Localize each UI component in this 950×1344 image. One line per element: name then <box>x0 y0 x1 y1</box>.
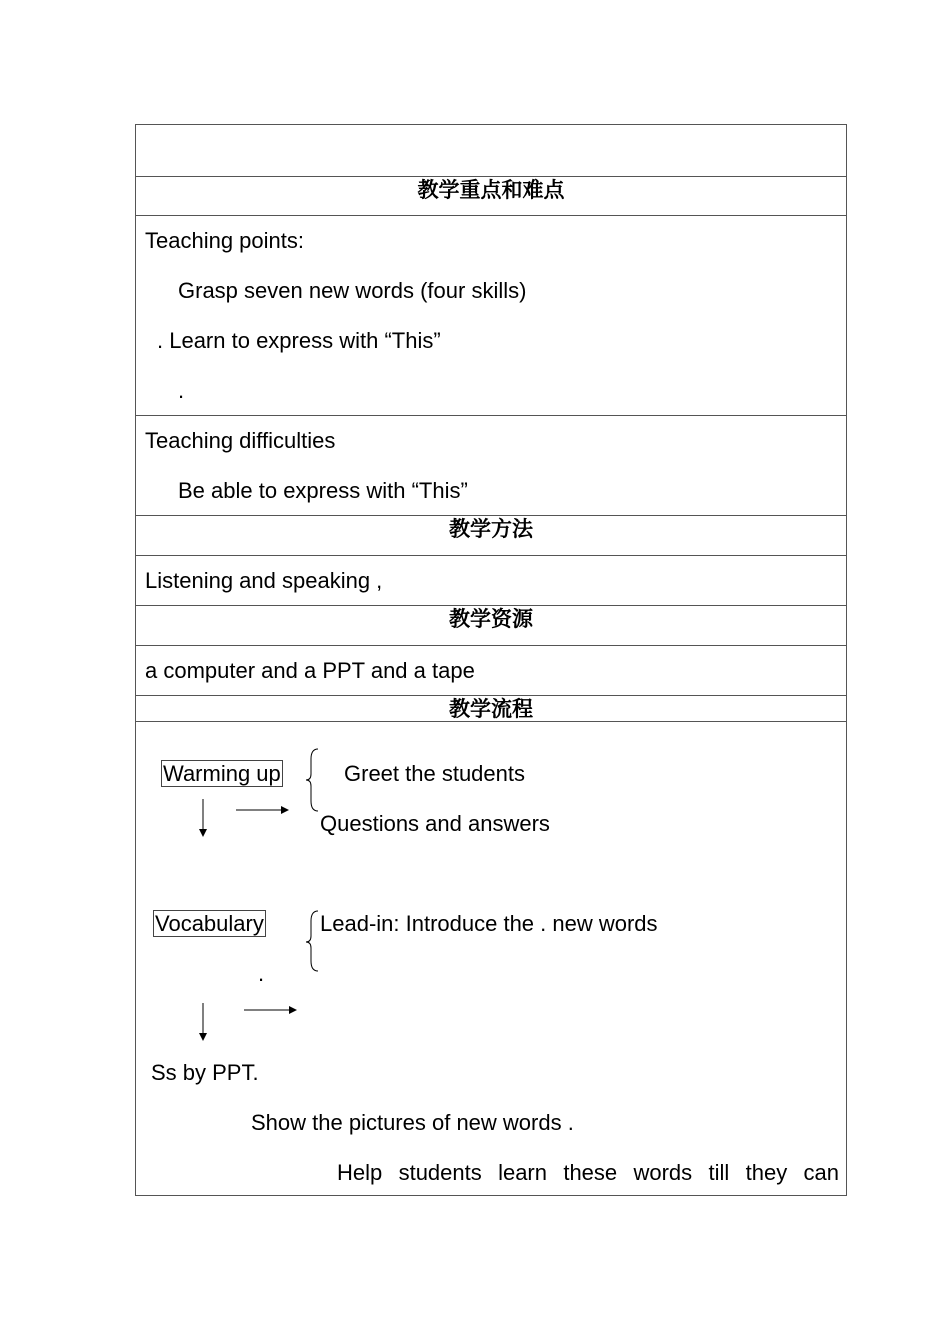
teaching-points-label: Teaching points: <box>145 228 304 253</box>
arrow-right-icon <box>234 803 292 817</box>
teaching-point-item: . <box>178 378 185 403</box>
teaching-difficulty-item: Be able to express with “This” <box>178 478 468 503</box>
resources-header: 教学资源 <box>449 607 533 631</box>
row-divider <box>136 215 846 216</box>
row-divider <box>136 555 846 556</box>
vocabulary-box <box>153 911 266 937</box>
row-divider <box>136 415 846 416</box>
vocabulary-item: Lead-in: Introduce the . new words <box>320 911 658 936</box>
warming-up-box <box>161 761 283 787</box>
lesson-plan-table <box>135 124 847 1196</box>
vocabulary-label: Vocabulary <box>155 911 264 936</box>
arrow-down-icon <box>196 1001 210 1043</box>
methods-header: 教学方法 <box>449 517 533 541</box>
warming-up-item: Questions and answers <box>320 811 550 836</box>
warming-up-label: Warming up <box>163 761 281 786</box>
key-points-header: 教学重点和难点 <box>417 178 565 202</box>
teaching-difficulties-label: Teaching difficulties <box>145 428 336 453</box>
arrow-right-icon <box>242 1003 300 1017</box>
teaching-point-item: Grasp seven new words (four skills) <box>178 278 527 303</box>
row-divider <box>136 645 846 646</box>
process-line: Ss by PPT. <box>151 1060 259 1085</box>
arrow-down-icon <box>196 797 210 839</box>
resources-text: a computer and a PPT and a tape <box>145 658 475 683</box>
warming-up-item: Greet the students <box>344 761 525 786</box>
methods-text: Listening and speaking , <box>145 568 383 593</box>
process-line: Help students learn these words till they can <box>337 1160 839 1185</box>
process-line: Show the pictures of new words . <box>251 1110 574 1135</box>
vocabulary-dot: . <box>258 961 265 986</box>
process-header: 教学流程 <box>449 697 533 721</box>
brace-icon <box>304 747 324 813</box>
teaching-point-item: . Learn to express with “This” <box>157 328 441 353</box>
